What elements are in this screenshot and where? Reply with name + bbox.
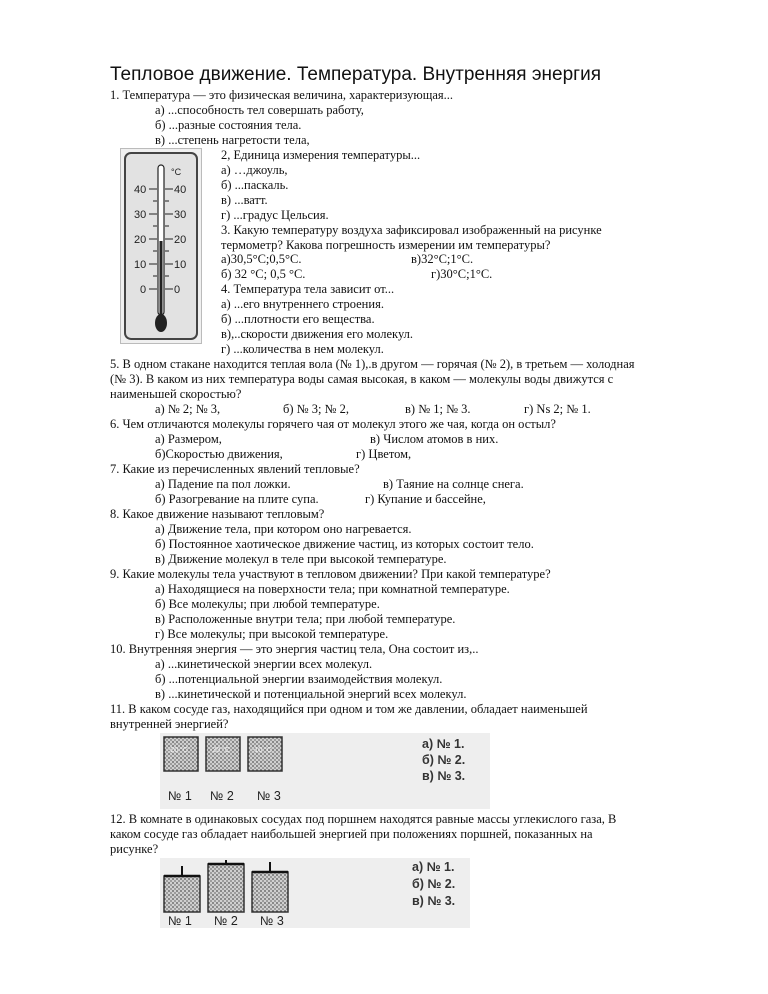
q3-text: 3. Какую температуру воздуха зафиксировал изображенный на рисунке bbox=[221, 223, 602, 237]
q3-text-cont: термометр? Какова погрешность измерении им температуры? bbox=[221, 238, 551, 252]
thermometer-tick-left: 0 bbox=[140, 284, 147, 296]
page-title: Тепловое движение. Температура. Внутренняя энергия bbox=[110, 64, 601, 85]
q4-option-a: а) ...его внутреннего строения. bbox=[221, 297, 384, 311]
q7-option-a: а) Падение па пол ложки. bbox=[155, 477, 291, 491]
thermometer-tick-left: 30 bbox=[134, 209, 147, 221]
q10-option-a: а) ...кинетической энергии всех молекул. bbox=[155, 657, 373, 671]
q5-option-b: б) № 3; № 2, bbox=[283, 402, 349, 416]
thermometer-tick-left: 40 bbox=[134, 184, 147, 196]
thermometer-tick-right: 30 bbox=[174, 209, 187, 221]
q6-option-d: г) Цветом, bbox=[356, 447, 412, 461]
q12-vessel-label: № 3 bbox=[260, 914, 284, 928]
q5-text: 5. В одном стакане находится теплая вола (№ 1),.в другом — горячая (№ 2), в третьем — холодная bbox=[110, 357, 635, 371]
thermometer-tick-right: 40 bbox=[174, 184, 187, 196]
q5-text-cont: (№ 3). В каком из них температура воды самая высокая, в каком — молекулы воды движутся с bbox=[110, 372, 614, 386]
q4-option-b: б) ...плотности его вещества. bbox=[221, 312, 375, 326]
q10-text: 10. Внутренняя энергия — это энергия частиц тела, Она состоит из,.. bbox=[110, 642, 479, 656]
q6-option-c: в) Числом атомов в них. bbox=[370, 432, 499, 446]
q12-text-cont: каком сосуде газ обладает наибольшей энергией при положениях поршней, показанных на bbox=[110, 827, 593, 841]
q6-text: 6. Чем отличаются молекулы горячего чая от молекул этого же чая, когда он остыл? bbox=[110, 417, 556, 431]
q11-answer-b: б) № 2. bbox=[422, 753, 466, 767]
q7-option-b: б) Разогревание на плите супа. bbox=[155, 492, 319, 506]
q2-option-c: в) ...ватт. bbox=[221, 193, 268, 207]
q8-option-a: а) Движение тела, при котором оно нагревается. bbox=[155, 522, 412, 536]
q12-figure bbox=[160, 858, 470, 928]
q5-option-a: а) № 2; № 3, bbox=[155, 402, 221, 416]
q8-text: 8. Какое движение называют тепловым? bbox=[110, 507, 325, 521]
q4-option-d: г) ...количества в нем молекул. bbox=[221, 342, 384, 356]
q12-answer-a: а) № 1. bbox=[412, 860, 455, 874]
q6-option-b: б)Скоростью движения, bbox=[155, 447, 283, 461]
q2-text: 2, Единица измерения температуры... bbox=[221, 148, 421, 162]
q2-option-a: а) …джоуль, bbox=[221, 163, 288, 177]
q11-vessel-temp: -20 °С bbox=[168, 747, 188, 754]
q1-option-c: в) ...степень нагретости тела, bbox=[155, 133, 310, 147]
q7-text: 7. Какие из перечисленных явлений тепловые? bbox=[110, 462, 360, 476]
q4-option-c: в),..скорости движения его молекул. bbox=[221, 327, 414, 341]
q1-text: 1. Температура — это физическая величина, характеризующая... bbox=[110, 88, 453, 102]
q3-option-a: а)30,5°С;0,5°С. bbox=[221, 252, 302, 266]
q11-answer-a: а) № 1. bbox=[422, 737, 465, 751]
q7-option-d: г) Купание и бассейне, bbox=[365, 492, 486, 506]
q5-text-cont2: наименьшей скоростью? bbox=[110, 387, 242, 401]
q8-option-c: в) Движение молекул в теле при высокой температуре. bbox=[155, 552, 447, 566]
thermometer-tick-left: 20 bbox=[134, 234, 147, 246]
q11-figure bbox=[160, 733, 490, 809]
thermometer-unit: °С bbox=[171, 167, 182, 177]
thermometer-figure bbox=[120, 148, 202, 344]
q2-option-b: б) ...паскаль. bbox=[221, 178, 289, 192]
q3-option-d: г)30°С;1°С. bbox=[431, 267, 493, 281]
q11-vessel-temp: -20 °С bbox=[210, 747, 230, 754]
thermometer-tick-right: 10 bbox=[174, 259, 187, 271]
thermometer-tick-left: 10 bbox=[134, 259, 147, 271]
q5-option-c: в) № 1; № 3. bbox=[405, 402, 471, 416]
q10-option-b: б) ...потенциальной энергии взаимодействия молекул. bbox=[155, 672, 443, 686]
q3-option-b: б) 32 °С; 0,5 °С. bbox=[221, 267, 306, 281]
q11-vessel-temp: -10 °С bbox=[252, 747, 272, 754]
q12-answer-b: б) № 2. bbox=[412, 877, 456, 891]
q12-vessel-label: № 1 bbox=[168, 914, 192, 928]
q12-text: 12. В комнате в одинаковых сосудах под поршнем находятся равные массы углекислого газа, В bbox=[110, 812, 617, 826]
thermometer-tick-right: 20 bbox=[174, 234, 187, 246]
q4-text: 4. Температура тела зависит от... bbox=[221, 282, 395, 296]
q2-option-d: г) ...градус Цельсия. bbox=[221, 208, 329, 222]
q10-option-c: в) ...кинетической и потенциальной энергий всех молекул. bbox=[155, 687, 467, 701]
q6-option-a: а) Размером, bbox=[155, 432, 222, 446]
thermometer-tick-right: 0 bbox=[174, 284, 181, 296]
q8-option-b: б) Постоянное хаотическое движение частиц, из которых состоит тело. bbox=[155, 537, 534, 551]
q9-option-a: а) Находящиеся на поверхности тела; при комнатной температуре. bbox=[155, 582, 510, 596]
q11-answer-c: в) № 3. bbox=[422, 769, 466, 783]
q9-option-d: г) Все молекулы; при высокой температуре. bbox=[155, 627, 389, 641]
q9-option-b: б) Все молекулы; при любой температуре. bbox=[155, 597, 380, 611]
q12-text-cont2: рисунке? bbox=[110, 842, 159, 856]
q12-answer-c: в) № 3. bbox=[412, 894, 456, 908]
thermometer-drawing bbox=[121, 149, 201, 343]
q11-vessel-label: № 3 bbox=[257, 789, 281, 803]
q3-option-c: в)32°С;1°С. bbox=[411, 252, 474, 266]
q9-option-c: в) Расположенные внутри тела; при любой температуре. bbox=[155, 612, 456, 626]
q7-option-c: в) Таяние на солнце снега. bbox=[383, 477, 524, 491]
q11-vessel-label: № 2 bbox=[210, 789, 234, 803]
q1-option-b: б) ...разные состояния тела. bbox=[155, 118, 302, 132]
q12-vessel-label: № 2 bbox=[214, 914, 238, 928]
q11-text: 11. В каком сосуде газ, находящийся при одном и том же давлении, обладает наименьшей bbox=[110, 702, 588, 716]
q11-vessel-label: № 1 bbox=[168, 789, 192, 803]
q9-text: 9. Какие молекулы тела участвуют в тепловом движении? При какой температуре? bbox=[110, 567, 551, 581]
q5-option-d: г) Ns 2; № 1. bbox=[524, 402, 591, 416]
q1-option-a: а) ...способность тел совершать работу, bbox=[155, 103, 364, 117]
q11-text-cont: внутренней энергией? bbox=[110, 717, 229, 731]
